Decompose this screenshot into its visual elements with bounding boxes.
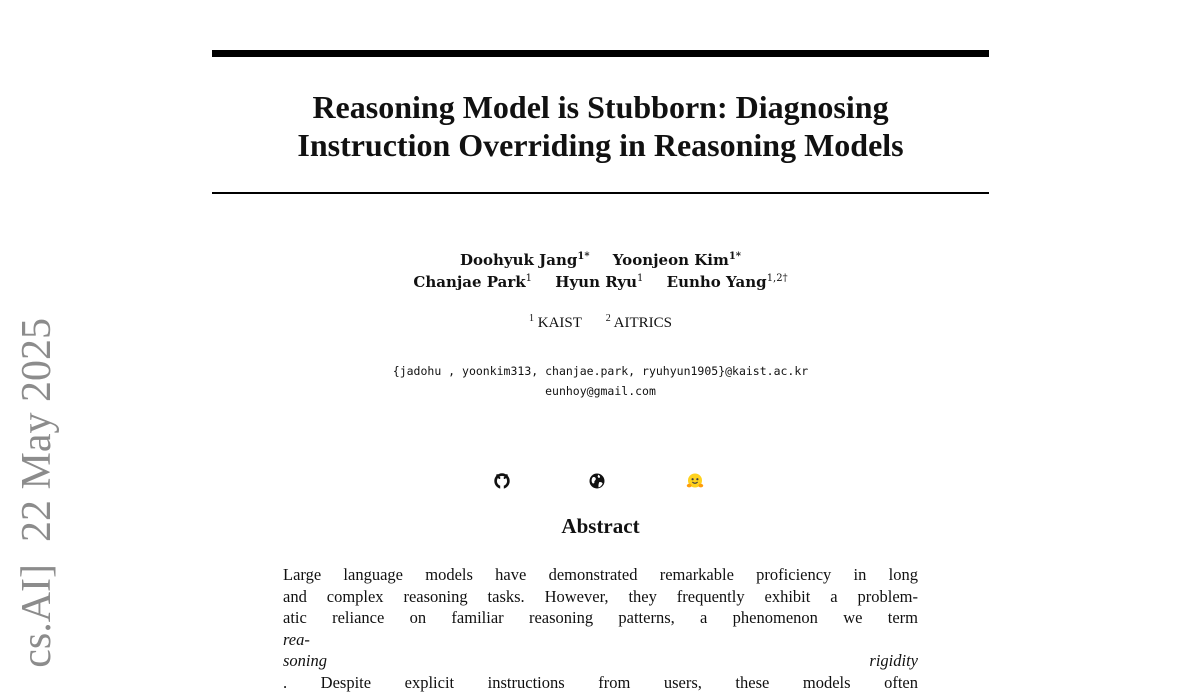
- author-affiliation-mark: 1: [637, 273, 643, 284]
- affiliation: [529, 315, 582, 331]
- arxiv-date: 22 May 2025: [13, 318, 61, 542]
- author: [460, 251, 590, 269]
- abstract-line: [283, 607, 918, 650]
- affiliation-mark: 2: [606, 313, 611, 324]
- author-affiliation-mark: 1,2†: [767, 273, 788, 284]
- abstract-line: and complex reasoning tasks. However, they frequently exhibit a problem-: [283, 586, 918, 608]
- abstract-line: Large language models have demonstrated remarkable proficiency in long: [283, 564, 918, 586]
- arxiv-side-stamp: [2, 318, 72, 648]
- hugging-face-icon[interactable]: [684, 470, 706, 492]
- abstract-text: [283, 564, 918, 693]
- abstract-line-text: atic reliance on familiar reasoning patterns, a phenomenon we term: [283, 607, 918, 629]
- title-rule-top: [212, 50, 989, 57]
- author: [613, 251, 741, 269]
- project-links: [212, 470, 989, 494]
- author-name: Hyun Ryu: [555, 273, 637, 291]
- title-line: Reasoning Model is Stubborn: Diagnosing: [212, 88, 989, 126]
- author: [555, 273, 643, 291]
- abstract-line: [283, 650, 918, 693]
- affiliation: [606, 315, 672, 331]
- author-name: Chanjae Park: [413, 273, 525, 291]
- github-icon[interactable]: [491, 470, 513, 492]
- abstract-term: rea-: [283, 630, 310, 649]
- title-line: Instruction Overriding in Reasoning Models: [212, 126, 989, 164]
- paper-title: [212, 88, 989, 164]
- author-name: Yoonjeon Kim: [613, 251, 729, 269]
- author-list: [212, 249, 989, 293]
- abstract-heading: Abstract: [212, 512, 989, 540]
- globe-icon[interactable]: [586, 470, 608, 492]
- email-block: [212, 361, 989, 401]
- author-affiliation-mark: 1*: [577, 251, 589, 262]
- email-line: {jadohu , yoonkim313, chanjae.park, ryuhyun1905}@kaist.ac.kr: [212, 361, 989, 381]
- author-name: Eunho Yang: [667, 273, 767, 291]
- author: [667, 273, 788, 291]
- author-affiliation-mark: 1: [526, 273, 532, 284]
- author-name: Doohyuk Jang: [460, 251, 577, 269]
- arxiv-category: cs.AI]: [13, 564, 61, 668]
- affiliation-mark: 1: [529, 313, 534, 324]
- author-row: [212, 249, 989, 271]
- title-rule-bottom: [212, 192, 989, 194]
- affiliation-name: KAIST: [538, 315, 582, 331]
- abstract-line-text: . Despite explicit instructions from users, these models often: [283, 672, 918, 693]
- author-affiliation-mark: 1*: [729, 251, 741, 262]
- abstract-term: soning rigidity: [283, 651, 918, 670]
- author: [413, 273, 532, 291]
- author-row: [212, 271, 989, 293]
- affiliation-list: [212, 315, 989, 332]
- email-line: eunhoy@gmail.com: [212, 381, 989, 401]
- affiliation-name: AITRICS: [614, 315, 672, 331]
